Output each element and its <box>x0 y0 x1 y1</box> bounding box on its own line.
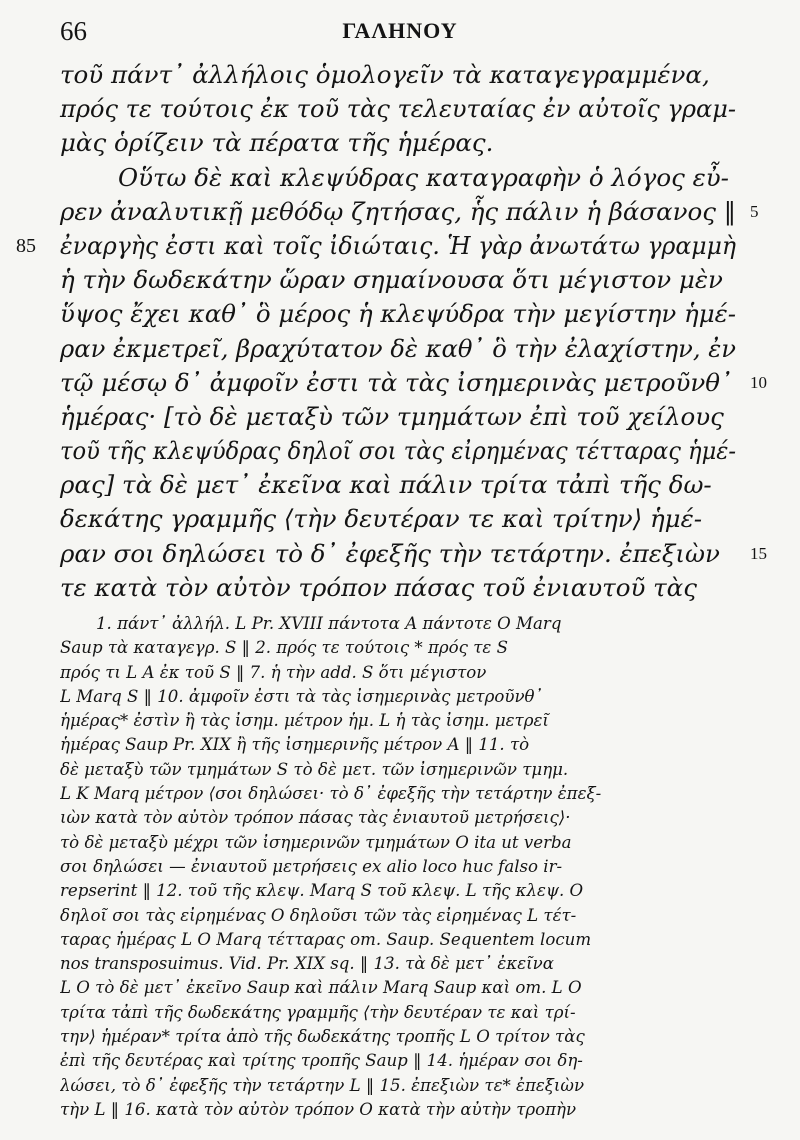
text-line <box>60 332 740 366</box>
apparatus-line: τὸ δὲ μεταξὺ μέχρι τῶν ἰσημερινῶν τμημάτων O ita ut verba <box>60 832 572 852</box>
text-line <box>60 58 740 92</box>
text-line <box>60 434 740 468</box>
apparatus-line: ἡμέρας Saup Pr. XIX ἢ τῆς ἰσημερινῆς μέτρον A ‖ 11. τὸ <box>60 735 530 755</box>
apparatus-line: nos transposuimus. Vid. Pr. XIX sq. ‖ 13. τὰ δὲ μετ᾽ ἐκεῖνα <box>60 954 554 974</box>
text-line <box>60 468 740 502</box>
apparatus-line: L Marq S ‖ 10. ἀμφοῖν ἐστι τὰ τὰς ἰσημερινὰς μετροῦνθ᾽ <box>60 686 543 706</box>
text-line-content: ρας] τὰ δὲ μετ᾽ ἐκεῖνα καὶ πάλιν τρίτα τἀπὶ τῆς δω- <box>60 470 712 500</box>
text-line-content: τοῦ τῆς κλεψύδρας δηλοῖ σοι τὰς εἰρημένας τέτταρας ἡμέ- <box>60 436 737 466</box>
apparatus-line: Saup τὰ καταγεγρ. S ‖ 2. πρός τε τούτοις * πρός τε S <box>60 638 508 658</box>
text-line-content: τε κατὰ τὸν αὐτὸν τρόπον πάσας τοῦ ἐνιαυτοῦ τὰς <box>60 572 697 602</box>
text-line-content: δεκάτης γραμμῆς ⟨τὴν δευτέραν τε καὶ τρίτην⟩ ἡμέ- <box>60 504 703 534</box>
apparatus-line: ταρας ἡμέρας L O Marq τέτταρας om. Saup. Sequentem locum <box>60 929 592 949</box>
text-line <box>60 366 767 400</box>
text-line-content: ἐναργὴς ἐστι καὶ τοῖς ἰδιώταις. Ἡ γὰρ ἀνωτάτω γραμμὴ <box>60 230 737 260</box>
apparatus-line: repserint ‖ 12. τοῦ τῆς κλεψ. Marq S τοῦ κλεψ. L τῆς κλεψ. O <box>60 881 584 901</box>
text-line-content: ραν σοι δηλώσει τὸ δ᾽ ἐφεξῆς τὴν τετάρτην. ἐπεξιὼν <box>60 538 720 568</box>
text-line <box>60 537 767 571</box>
apparatus-line: δηλοῖ σοι τὰς εἰρημένας O δηλοῦσι τῶν τὰς εἰρημένας L τέτ- <box>60 905 577 925</box>
apparatus-line: τρίτα τἀπὶ τῆς δωδεκάτης γραμμῆς ⟨τὴν δευτέραν τε καὶ τρί- <box>60 1002 576 1022</box>
apparatus-line: 1. πάντ᾽ ἀλλήλ. L Pr. XVIII πάντοτα A πάντοτε O Marq <box>96 614 562 633</box>
line-number: 5 <box>750 201 759 221</box>
page-number: 66 <box>60 16 87 46</box>
running-head: ΓΑΛΗΝΟΥ <box>342 18 458 43</box>
text-line-content: ραν ἐκμετρεῖ, βραχύτατον δὲ καθ᾽ ὃ τὴν ἐλαχίστην, ἐν <box>60 333 737 363</box>
text-line-content: πρός τε τούτοις ἐκ τοῦ τὰς τελευταίας ἐν αὐτοῖς γραμ- <box>60 94 737 124</box>
text-line <box>60 195 759 229</box>
text-line-content: Οὕτω δὲ καὶ κλεψύδρας καταγραφὴν ὁ λόγος εὖ- <box>118 162 729 192</box>
apparatus-line: σοι δηλώσει — ἐνιαυτοῦ μετρήσεις ex alio loco huc falso ir- <box>60 856 563 876</box>
text-line <box>60 400 740 434</box>
apparatus-line: L O τὸ δὲ μετ᾽ ἐκεῖνο Saup καὶ πάλιν Marq Saup καὶ om. L O <box>60 978 582 998</box>
apparatus-line: δὲ μεταξὺ τῶν τμημάτων S τὸ δὲ μετ. τῶν ἰσημερινῶν τμημ. <box>60 759 569 779</box>
apparatus-line: λώσει, τὸ δ᾽ ἐφεξῆς τὴν τετάρτην L ‖ 15. ἐπεξιὼν τε* ἐπεξιὼν <box>60 1075 585 1095</box>
marginal-page-reference: 85 <box>16 234 36 257</box>
text-line <box>60 297 740 331</box>
text-line-content: μὰς ὁρίζειν τὰ πέρατα τῆς ἡμέρας. <box>60 128 494 158</box>
line-number: 15 <box>750 543 767 563</box>
apparatus-line: τὴν L ‖ 16. κατὰ τὸν αὐτὸν τρόπον O κατὰ τὴν αὐτὴν τροπὴν <box>60 1099 577 1119</box>
text-line-content: ἡμέρας· [τὸ δὲ μεταξὺ τῶν τμημάτων ἐπὶ τοῦ χείλους <box>60 401 724 431</box>
text-line <box>60 571 740 605</box>
text-line <box>60 502 740 536</box>
text-line-content: ρεν ἀναλυτικῇ μεθόδῳ ζητήσας, ἧς πάλιν ἡ βάσανος ‖ <box>60 196 736 226</box>
text-line <box>60 126 740 160</box>
page-header <box>0 12 800 52</box>
text-line <box>60 161 740 195</box>
apparatus-line: L K Marq μέτρον ⟨σοι δηλώσει· τὸ δ᾽ ἐφεξῆς τὴν τετάρτην ἐπεξ- <box>60 784 602 804</box>
line-number: 10 <box>750 372 767 392</box>
critical-apparatus <box>60 612 740 1122</box>
apparatus-line: την⟩ ἡμέραν* τρίτα ἀπὸ τῆς δωδεκάτης τροπῆς L O τρίτον τὰς <box>60 1027 585 1047</box>
apparatus-line: ἐπὶ τῆς δευτέρας καὶ τρίτης τροπῆς Saup ‖ 14. ἡμέραν σοι δη- <box>60 1051 583 1071</box>
main-text <box>16 58 767 605</box>
text-line-content: ἡ τὴν δωδεκάτην ὥραν σημαίνουσα ὅτι μέγιστον μὲν <box>60 265 723 295</box>
text-line <box>60 92 740 126</box>
apparatus-line: ἡμέρας* ἐστὶν ἢ τὰς ἰσημ. μέτρον ἡμ. L ἡ τὰς ἰσημ. μετρεῖ <box>60 711 549 731</box>
text-line-content: τοῦ πάντ᾽ ἀλλήλοις ὁμολογεῖν τὰ καταγεγραμμένα, <box>60 60 710 89</box>
text-line-content: τῷ μέσῳ δ᾽ ἀμφοῖν ἐστι τὰ τὰς ἰσημερινὰς μετροῦνθ᾽ <box>60 367 733 397</box>
text-line-content: ὕψος ἔχει καθ᾽ ὃ μέρος ἡ κλεψύδρα τὴν μεγίστην ἡμέ- <box>60 299 736 329</box>
text-line <box>60 263 740 297</box>
text-line <box>16 229 740 263</box>
apparatus-line: πρός τι L A ἐκ τοῦ S ‖ 7. ἡ τὴν add. S ὅτι μέγιστον <box>60 662 487 682</box>
apparatus-line: ιὼν κατὰ τὸν αὐτὸν τρόπον πάσας τὰς ἐνιαυτοῦ μετρήσεις⟩· <box>60 808 571 828</box>
